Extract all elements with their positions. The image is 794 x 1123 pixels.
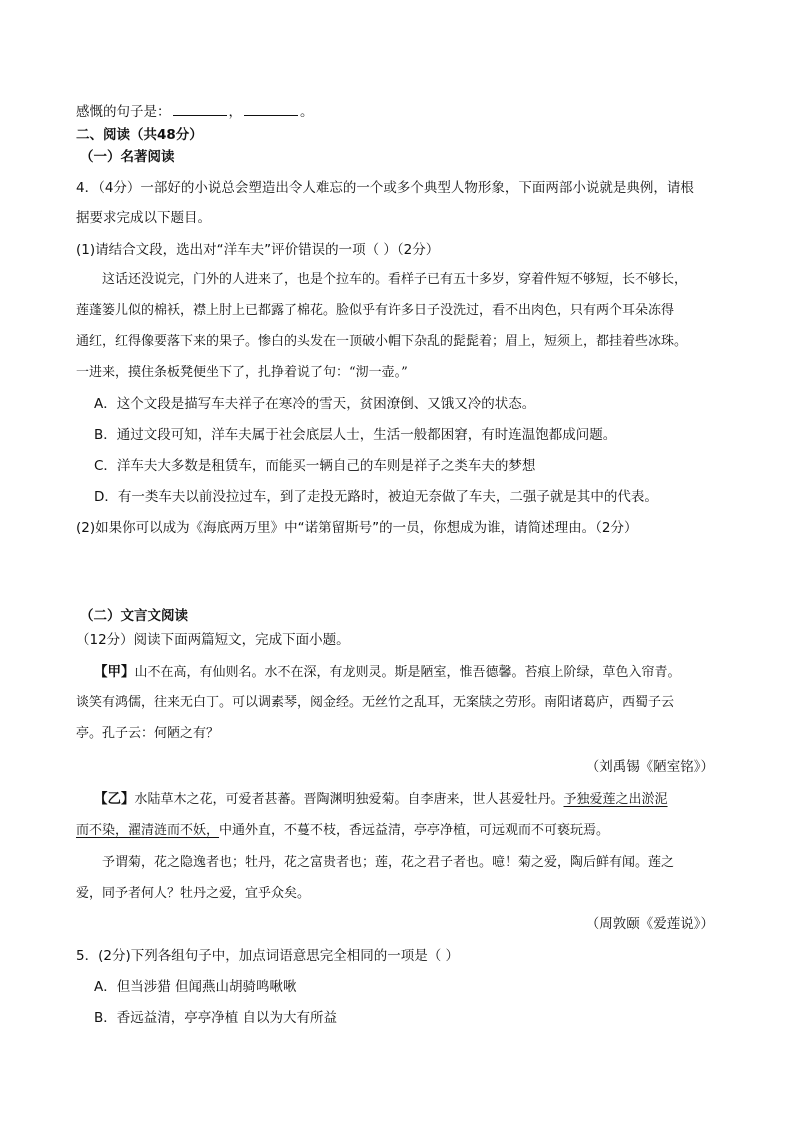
yi-text: 中通外直，不蔓不枝，香远益清，亭亭净植，可远观而不可亵玩焉。 (219, 823, 610, 838)
yi-line1 (94, 789, 668, 810)
jia-line (94, 662, 681, 683)
q5-option-b[interactable]: B．香远益清，亭亭净植 自以为大有所益 (94, 1010, 338, 1026)
q4-option-c[interactable]: C．洋车夫大多数是租赁车，而能买一辆自己的车则是祥子之类车夫的梦想 (94, 458, 536, 474)
answer-sep: ， (228, 104, 242, 120)
yi-underlined-text: 而不染，濯清涟而不妖， (76, 823, 220, 838)
q4-option-b[interactable]: B．通过文段可知，洋车夫属于社会底层人士，生活一般都困窘，有时连温饱都成问题。 (94, 427, 617, 443)
q4-sub2: (2)如果你可以成为《海底两万里》中“诺第留斯号”的一员，你想成为谁，请简述理由。（2分） (76, 520, 638, 536)
q4-passage-line: 莲蓬篓儿似的棉袄，襟上肘上已都露了棉花。脸似乎有许多日子没洗过，看不出肉色，只有两个耳朵冻得 (76, 303, 675, 318)
q4-option-d[interactable]: D．有一类车夫以前没拉过车，到了走投无路时，被迫无奈做了车夫，二强子就是其中的代表。 (94, 489, 658, 505)
q5-option-a[interactable]: A．但当涉猎 但闻燕山胡骑鸣啾啾 (94, 979, 297, 995)
jia-text: 山不在高，有仙则名。水不在深，有龙则灵。斯是陋室，惟吾德馨。苔痕上阶绿，草色入帘青。 (134, 665, 681, 680)
answer-line (76, 102, 314, 122)
jia-text-line: 亭。孔子云：何陋之有？ (76, 726, 220, 741)
q4-option-a[interactable]: A．这个文段是描写车夫祥子在寒冷的雪天，贫困潦倒、又饿又冷的状态。 (94, 396, 536, 412)
yi-source: （周敦颐《爱莲说》） (585, 916, 714, 932)
answer-line-prefix: 感慨的句子是： (76, 104, 171, 120)
answer-end: 。 (300, 104, 314, 120)
jia-source: （刘禹锡《陋室铭》） (585, 759, 714, 775)
jia-tag: 【甲】 (94, 664, 135, 680)
yi-text: 水陆草木之花，可爱者甚蕃。晋陶渊明独爱菊。自李唐来，世人甚爱牡丹。 (134, 792, 564, 807)
part-two-title: （二）文言文阅读 (80, 608, 188, 624)
section-two-title: 二、阅读（共48分） (76, 127, 203, 143)
part-one-title: （一）名著阅读 (80, 149, 175, 165)
answer-blank-2[interactable] (244, 103, 298, 116)
q4-stem-line2: 据要求完成以下题目。 (76, 210, 211, 226)
q5-stem: 5．(2分)下列各组句子中，加点词语意思完全相同的一项是（ ） (76, 948, 460, 964)
q4-passage-line: 这话还没说完，门外的人进来了，也是个拉车的。看样子已有五十多岁，穿着件短不够短，长不够长， (102, 272, 688, 287)
group-intro: （12分）阅读下面两篇短文，完成下面小题。 (76, 632, 350, 648)
yi-line2 (76, 820, 609, 841)
yi-para2-line: 爱，同予者何人？牡丹之爱，宜乎众矣。 (76, 886, 311, 901)
q4-sub1: (1)请结合文段，选出对“洋车夫”评价错误的一项（ ）（2分） (76, 242, 440, 258)
yi-underlined-text: 予独爱莲之出淤泥 (563, 792, 668, 807)
yi-para2-line: 予谓菊，花之隐逸者也；牡丹，花之富贵者也；莲，花之君子者也。噫！菊之爱，陶后鲜有闻。莲之 (102, 855, 675, 870)
jia-text-line: 谈笑有鸿儒，往来无白丁。可以调素琴，阅金经。无丝竹之乱耳，无案牍之劳形。南阳诸葛庐，西蜀子云 (76, 695, 675, 710)
q4-stem-line1: 4．（4分）一部好的小说总会塑造出令人难忘的一个或多个典型人物形象，下面两部小说就是典例，请根 (76, 180, 694, 196)
q4-passage-line: 一进来，摸住条板凳便坐下了，扎挣着说了句：“沏一壶。” (76, 365, 408, 380)
q4-passage-line: 通红，红得像要落下来的果子。惨白的头发在一顶破小帽下杂乱的髭髭着；眉上，短须上，都挂着些冰珠。 (76, 334, 688, 349)
yi-tag: 【乙】 (94, 791, 135, 807)
answer-blank-1[interactable] (173, 103, 227, 116)
